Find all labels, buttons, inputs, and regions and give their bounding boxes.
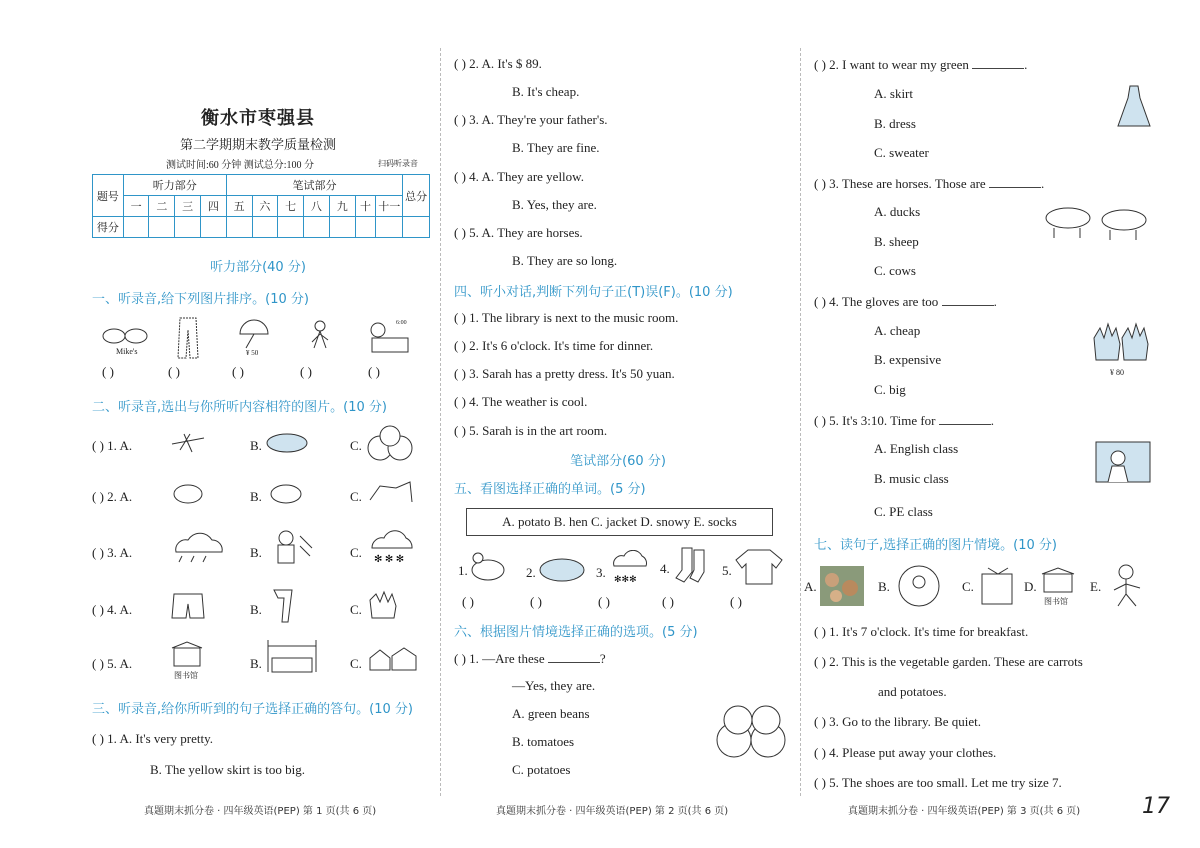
s2-item-2[interactable]: ( ) 2. A. xyxy=(92,489,133,504)
s7-letter-e: E. xyxy=(1090,579,1102,594)
section-2-title: 二、听录音,选出与你所听内容相符的图片。(10 分) xyxy=(92,400,387,415)
umbrella-icon xyxy=(236,316,272,350)
svg-text:✻ ✻ ✻: ✻ ✻ ✻ xyxy=(374,554,405,565)
footer-page-2: 真题期末抓分卷 · 四年级英语(PEP) 第 2 页(共 6 页) xyxy=(496,806,729,817)
s6-q1-reply: —Yes, they are. xyxy=(512,678,596,693)
s2-b-2: B. xyxy=(250,489,262,504)
score-row-label: 得分 xyxy=(93,217,124,238)
s5-num-1: 1. xyxy=(458,563,468,578)
numeral-8: 八 xyxy=(304,196,330,217)
houses-icon xyxy=(366,644,420,672)
cows-picture-icon xyxy=(1040,200,1152,240)
s2-c-2: C. xyxy=(350,489,362,504)
pants-icon xyxy=(176,316,200,360)
s7-letter-a: A. xyxy=(804,579,817,594)
s7-item-5[interactable]: ( ) 5. The shoes are too small. Let me try size 7. xyxy=(814,775,1062,790)
s5-num-5: 5. xyxy=(722,563,732,578)
dragonfly-icon xyxy=(170,430,206,454)
listening-heading: 听力部分(40 分) xyxy=(210,260,306,275)
s5-paren-2[interactable]: ( ) xyxy=(530,594,542,609)
s6-q4-opt-c: C. big xyxy=(874,382,906,397)
gym-building-icon xyxy=(262,636,322,676)
s6-q5-opt-b: B. music class xyxy=(874,471,949,486)
s7-letter-d: D. xyxy=(1024,579,1037,594)
s5-num-2: 2. xyxy=(526,565,536,580)
s6-q1[interactable]: ( ) 1. —Are these ? xyxy=(454,651,606,666)
snowy-cloud-icon xyxy=(366,530,416,566)
s2-c-1: C. xyxy=(350,438,362,453)
section-3-title: 三、听录音,给你所听到的句子选择正确的答句。(10 分) xyxy=(92,702,413,717)
gloves-picture-icon xyxy=(1092,320,1152,366)
s6-q1-opt-a: A. green beans xyxy=(512,706,590,721)
caption-library: 图书馆 xyxy=(174,671,198,680)
s2-c-5: C. xyxy=(350,656,362,671)
s3-q1[interactable]: ( ) 1. A. It's very pretty. xyxy=(92,731,213,746)
s6-q2-opt-c: C. sweater xyxy=(874,145,929,160)
s3-q1b: B. The yellow skirt is too big. xyxy=(150,762,306,777)
s7-item-2[interactable]: ( ) 2. This is the vegetable garden. These are carrots xyxy=(814,654,1083,669)
s6-q1-opt-c: C. potatoes xyxy=(512,762,571,777)
boy-shoes-icon xyxy=(1106,562,1150,608)
s2-item-1[interactable]: ( ) 1. A. xyxy=(92,438,133,453)
written-heading: 笔试部分(60 分) xyxy=(570,454,666,469)
order-paren-2[interactable]: ( ) xyxy=(168,364,180,379)
s6-q2-opt-a: A. skirt xyxy=(874,86,913,101)
section-4-title: 四、听小对话,判断下列句子正(T)误(F)。(10 分) xyxy=(454,285,733,300)
score-total-label: 总分 xyxy=(403,175,430,217)
s5-paren-4[interactable]: ( ) xyxy=(662,594,674,609)
s5-paren-3[interactable]: ( ) xyxy=(598,594,610,609)
answer-blank[interactable] xyxy=(939,412,991,425)
s6-q3-opt-c: C. cows xyxy=(874,263,916,278)
s6-q2-opt-b: B. dress xyxy=(874,116,916,131)
column-divider xyxy=(440,48,441,796)
score-listening-label: 听力部分 xyxy=(123,175,226,196)
score-cell[interactable] xyxy=(278,217,304,238)
caption-80: ¥ 80 xyxy=(1110,368,1124,377)
answer-blank[interactable] xyxy=(548,650,600,663)
clothes-closet-icon xyxy=(978,564,1018,608)
section-6-title: 六、根据图片情境选择正确的选项。(5 分) xyxy=(454,625,698,640)
numeral-4: 四 xyxy=(200,196,226,217)
windy-person-icon xyxy=(270,528,314,568)
tomatoes-picture-icon xyxy=(714,702,790,760)
page-column-2 xyxy=(448,0,788,800)
vegetables-photo-icon xyxy=(820,566,864,606)
s5-num-3: 3. xyxy=(596,565,606,580)
s7-item-2-cont: and potatoes. xyxy=(878,684,947,699)
numeral-9: 九 xyxy=(329,196,355,217)
section-7-title: 七、读句子,选择正确的图片情境。(10 分) xyxy=(814,538,1057,553)
s3-q2[interactable]: ( ) 2. A. It's $ 89. xyxy=(454,56,542,71)
s4-item-3[interactable]: ( ) 3. Sarah has a pretty dress. It's 50 yuan. xyxy=(454,366,675,381)
s2-item-5[interactable]: ( ) 5. A. xyxy=(92,656,133,671)
s2-b-4: B. xyxy=(250,602,262,617)
caption-mikes: Mike's xyxy=(116,347,138,356)
bread-icon xyxy=(264,430,310,454)
score-cell[interactable] xyxy=(200,217,226,238)
s7-item-3[interactable]: ( ) 3. Go to the library. Be quiet. xyxy=(814,714,982,729)
page-column-1 xyxy=(86,0,430,800)
snowy-icon xyxy=(610,550,650,586)
s3-q5b: B. They are so long. xyxy=(512,253,618,268)
s3-q2b: B. It's cheap. xyxy=(512,84,580,99)
s6-q5-opt-a: A. English class xyxy=(874,441,959,456)
s4-item-1[interactable]: ( ) 1. The library is next to the music room. xyxy=(454,310,679,325)
s2-b-1: B. xyxy=(250,438,262,453)
s7-item-4[interactable]: ( ) 4. Please put away your clothes. xyxy=(814,745,997,760)
score-cell[interactable] xyxy=(149,217,175,238)
rainy-cloud-icon xyxy=(168,530,228,564)
numeral-7: 七 xyxy=(278,196,304,217)
s3-q5[interactable]: ( ) 5. A. They are horses. xyxy=(454,225,583,240)
caption-library: 图书馆 xyxy=(1044,597,1068,606)
s4-item-5[interactable]: ( ) 5. Sarah is in the art room. xyxy=(454,423,608,438)
s3-q4[interactable]: ( ) 4. A. They are yellow. xyxy=(454,169,584,184)
dress-icon xyxy=(1116,84,1152,130)
breakfast-clock-icon xyxy=(894,564,944,608)
potato-icon xyxy=(538,556,586,584)
s2-item-3[interactable]: ( ) 3. A. xyxy=(92,545,133,560)
footer-page-3: 真题期末抓分卷 · 四年级英语(PEP) 第 3 页(共 6 页) xyxy=(848,806,1081,817)
order-paren-1[interactable]: ( ) xyxy=(102,364,114,379)
cows-icon xyxy=(170,476,206,510)
s5-num-4: 4. xyxy=(660,561,670,576)
order-paren-5[interactable]: ( ) xyxy=(368,364,380,379)
s6-q3-opt-a: A. ducks xyxy=(874,204,921,219)
numeral-10: 十 xyxy=(355,196,376,217)
score-cell[interactable] xyxy=(252,217,278,238)
page-number: 17 xyxy=(1142,794,1170,819)
s6-q2[interactable]: ( ) 2. I want to wear my green . xyxy=(814,57,1028,72)
score-table xyxy=(92,174,430,238)
numeral-6: 六 xyxy=(252,196,278,217)
score-header-label: 题号 xyxy=(93,175,124,217)
caption-600: 6:00 xyxy=(396,320,407,326)
s2-c-4: C. xyxy=(350,602,362,617)
s6-q4-opt-b: B. expensive xyxy=(874,352,942,367)
s2-b-5: B. xyxy=(250,656,262,671)
s4-item-2[interactable]: ( ) 2. It's 6 o'clock. It's time for dinner. xyxy=(454,338,654,353)
answer-blank[interactable] xyxy=(989,175,1041,188)
score-cell[interactable] xyxy=(226,217,252,238)
score-cell[interactable] xyxy=(175,217,201,238)
s4-item-4[interactable]: ( ) 4. The weather is cool. xyxy=(454,394,588,409)
scarf-icon xyxy=(268,586,298,626)
tomatoes-icon xyxy=(366,424,416,462)
shorts-icon xyxy=(170,588,206,624)
s7-letter-c: C. xyxy=(962,579,974,594)
score-cell[interactable] xyxy=(403,217,430,238)
s6-q1-opt-b: B. tomatoes xyxy=(512,734,575,749)
section-5-title: 五、看图选择正确的单词。(5 分) xyxy=(454,482,646,497)
word-bank: A. potato B. hen C. jacket D. snowy E. socks xyxy=(466,508,773,536)
numeral-3: 三 xyxy=(175,196,201,217)
s7-letter-b: B. xyxy=(878,579,890,594)
score-cell[interactable] xyxy=(376,217,403,238)
section-1-title: 一、听录音,给下列图片排序。(10 分) xyxy=(92,292,309,307)
hen-icon xyxy=(468,548,508,584)
s6-q4[interactable]: ( ) 4. The gloves are too . xyxy=(814,294,997,309)
socks-icon xyxy=(674,546,708,586)
exam-title: 衡水市枣强县 xyxy=(201,108,315,129)
s7-item-1[interactable]: ( ) 1. It's 7 o'clock. It's time for breakfast. xyxy=(814,624,1029,639)
s2-item-4[interactable]: ( ) 4. A. xyxy=(92,602,133,617)
sheep-icon xyxy=(266,476,306,510)
numeral-1: 一 xyxy=(123,196,149,217)
svg-text:✻✻✻: ✻✻✻ xyxy=(614,574,637,584)
page-column-3 xyxy=(804,0,1158,800)
column-divider xyxy=(800,48,801,796)
s6-q4-opt-a: A. cheap xyxy=(874,323,921,338)
jacket-icon xyxy=(734,548,784,586)
s5-paren-1[interactable]: ( ) xyxy=(462,594,474,609)
numeral-11: 十一 xyxy=(376,196,403,217)
boy-sleeping-icon xyxy=(366,318,414,358)
exam-subtitle: 第二学期期末教学质量检测 xyxy=(179,138,336,153)
footer-page-1: 真题期末抓分卷 · 四年级英语(PEP) 第 1 页(共 6 页) xyxy=(144,806,377,817)
s3-q3[interactable]: ( ) 3. A. They're your father's. xyxy=(454,112,608,127)
numeral-5: 五 xyxy=(226,196,252,217)
score-cell[interactable] xyxy=(304,217,330,238)
s3-q3b: B. They are fine. xyxy=(512,140,600,155)
s2-c-3: C. xyxy=(350,545,362,560)
score-cell[interactable] xyxy=(355,217,376,238)
order-paren-4[interactable]: ( ) xyxy=(300,364,312,379)
score-written-label: 笔试部分 xyxy=(226,175,402,196)
gloves-icon xyxy=(366,588,412,624)
scan-hint: 扫码听录音 xyxy=(378,159,418,168)
s5-paren-5[interactable]: ( ) xyxy=(730,594,742,609)
person-icon xyxy=(308,318,332,358)
exam-info: 测试时间:60 分钟 测试总分:100 分 xyxy=(166,160,315,171)
horses-icon xyxy=(366,476,416,510)
answer-blank[interactable] xyxy=(972,56,1024,69)
order-paren-3[interactable]: ( ) xyxy=(232,364,244,379)
teacher-blackboard-icon xyxy=(1094,440,1152,488)
s2-b-3: B. xyxy=(250,545,262,560)
score-cell[interactable] xyxy=(123,217,149,238)
answer-blank[interactable] xyxy=(942,293,994,306)
library-icon xyxy=(1040,566,1076,594)
s6-q3-opt-b: B. sheep xyxy=(874,234,919,249)
s6-q5[interactable]: ( ) 5. It's 3:10. Time for . xyxy=(814,413,995,428)
library-building-icon xyxy=(170,640,204,668)
s3-q4b: B. Yes, they are. xyxy=(512,197,597,212)
s6-q3[interactable]: ( ) 3. These are horses. Those are . xyxy=(814,176,1045,191)
caption-50: ¥ 50 xyxy=(246,349,259,357)
numeral-2: 二 xyxy=(149,196,175,217)
s6-q5-opt-c: C. PE class xyxy=(874,504,933,519)
score-cell[interactable] xyxy=(329,217,355,238)
